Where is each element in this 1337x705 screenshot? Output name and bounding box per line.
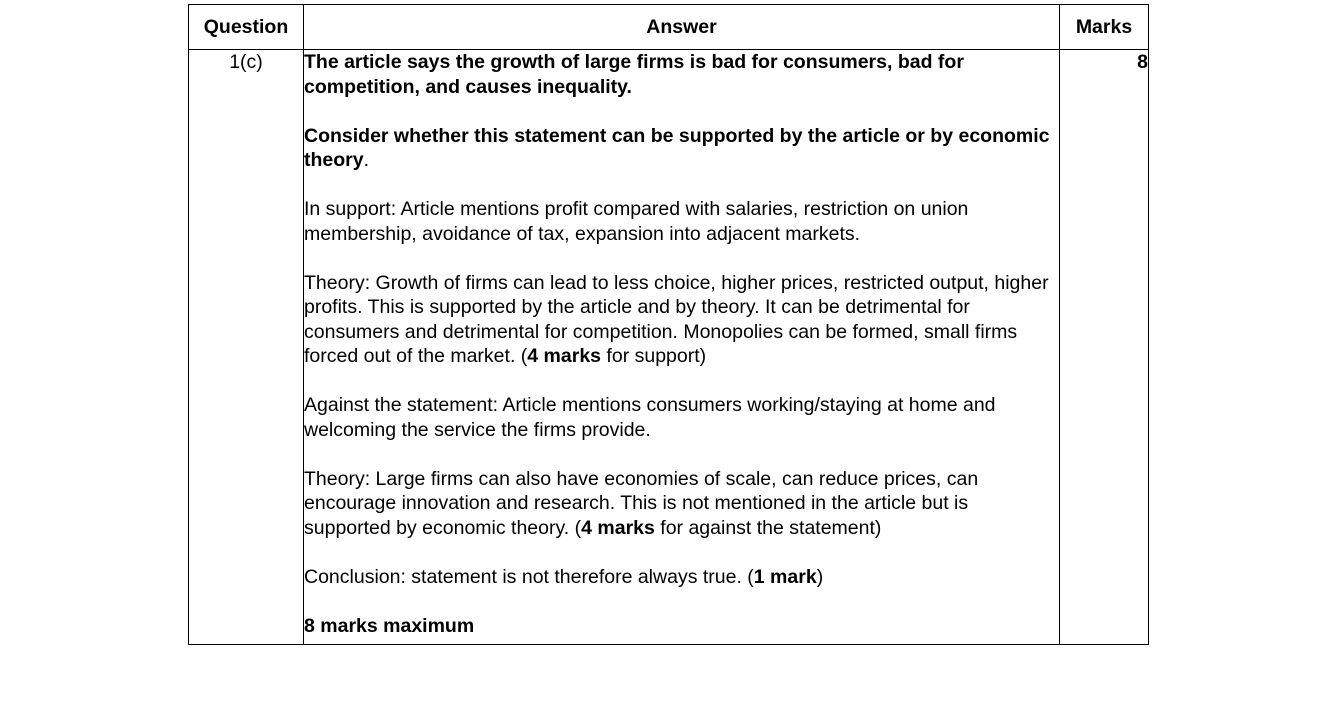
conclusion-marks: 1 mark	[753, 565, 817, 588]
theory-against-marks: 4 marks	[581, 516, 655, 539]
conclusion-body: Conclusion: statement is not therefore always true. (	[304, 565, 754, 588]
question-number: 1(c)	[189, 50, 304, 645]
conclusion-tail: )	[816, 565, 824, 588]
statement-text: The article says the growth of large firms is bad for consumers, bad for competition, and causes inequality.	[304, 51, 964, 98]
header-question: Question	[189, 5, 304, 50]
instruction-text	[304, 124, 1059, 173]
theory-against-text	[304, 467, 1059, 541]
header-answer: Answer	[304, 5, 1060, 50]
theory-support-marks: 4 marks	[527, 345, 602, 367]
instruction-tail: .	[363, 149, 370, 171]
table-row	[189, 50, 1149, 645]
theory-support-text	[304, 271, 1059, 369]
theory-support-body: Theory: Growth of firms can lead to less choice, higher prices, restricted output, higher profits. This is supported by the article and by theory. It can be detrimental for consumers and detrimental for competition. Monopolies can be formed, small firms forced out of the market. (	[304, 271, 1049, 367]
theory-against-body: Theory: Large firms can also have economies of scale, can reduce prices, can encourage innovation and research. This is not mentioned in the article but is supported by economic theory. (	[304, 467, 979, 539]
conclusion-text	[304, 565, 1059, 590]
mark-scheme-sheet	[188, 4, 1148, 645]
marks-value: 8	[1060, 50, 1149, 645]
header-row	[189, 5, 1149, 50]
mark-scheme-table	[188, 4, 1149, 645]
theory-against-tail: for against the statement)	[654, 516, 882, 539]
answer-cell	[304, 50, 1060, 645]
instruction-bold: Consider whether this statement can be supported by the article or by economic theory	[304, 124, 1050, 171]
header-marks: Marks	[1060, 5, 1149, 50]
theory-support-tail: for support)	[601, 345, 707, 367]
against-text: Against the statement: Article mentions consumers working/staying at home and welcoming the service the firms provide.	[304, 394, 996, 441]
maximum-marks-text: 8 marks maximum	[304, 614, 475, 637]
support-text: In support: Article mentions profit compared with salaries, restriction on union membership, avoidance of tax, expansion into adjacent markets.	[304, 198, 969, 245]
